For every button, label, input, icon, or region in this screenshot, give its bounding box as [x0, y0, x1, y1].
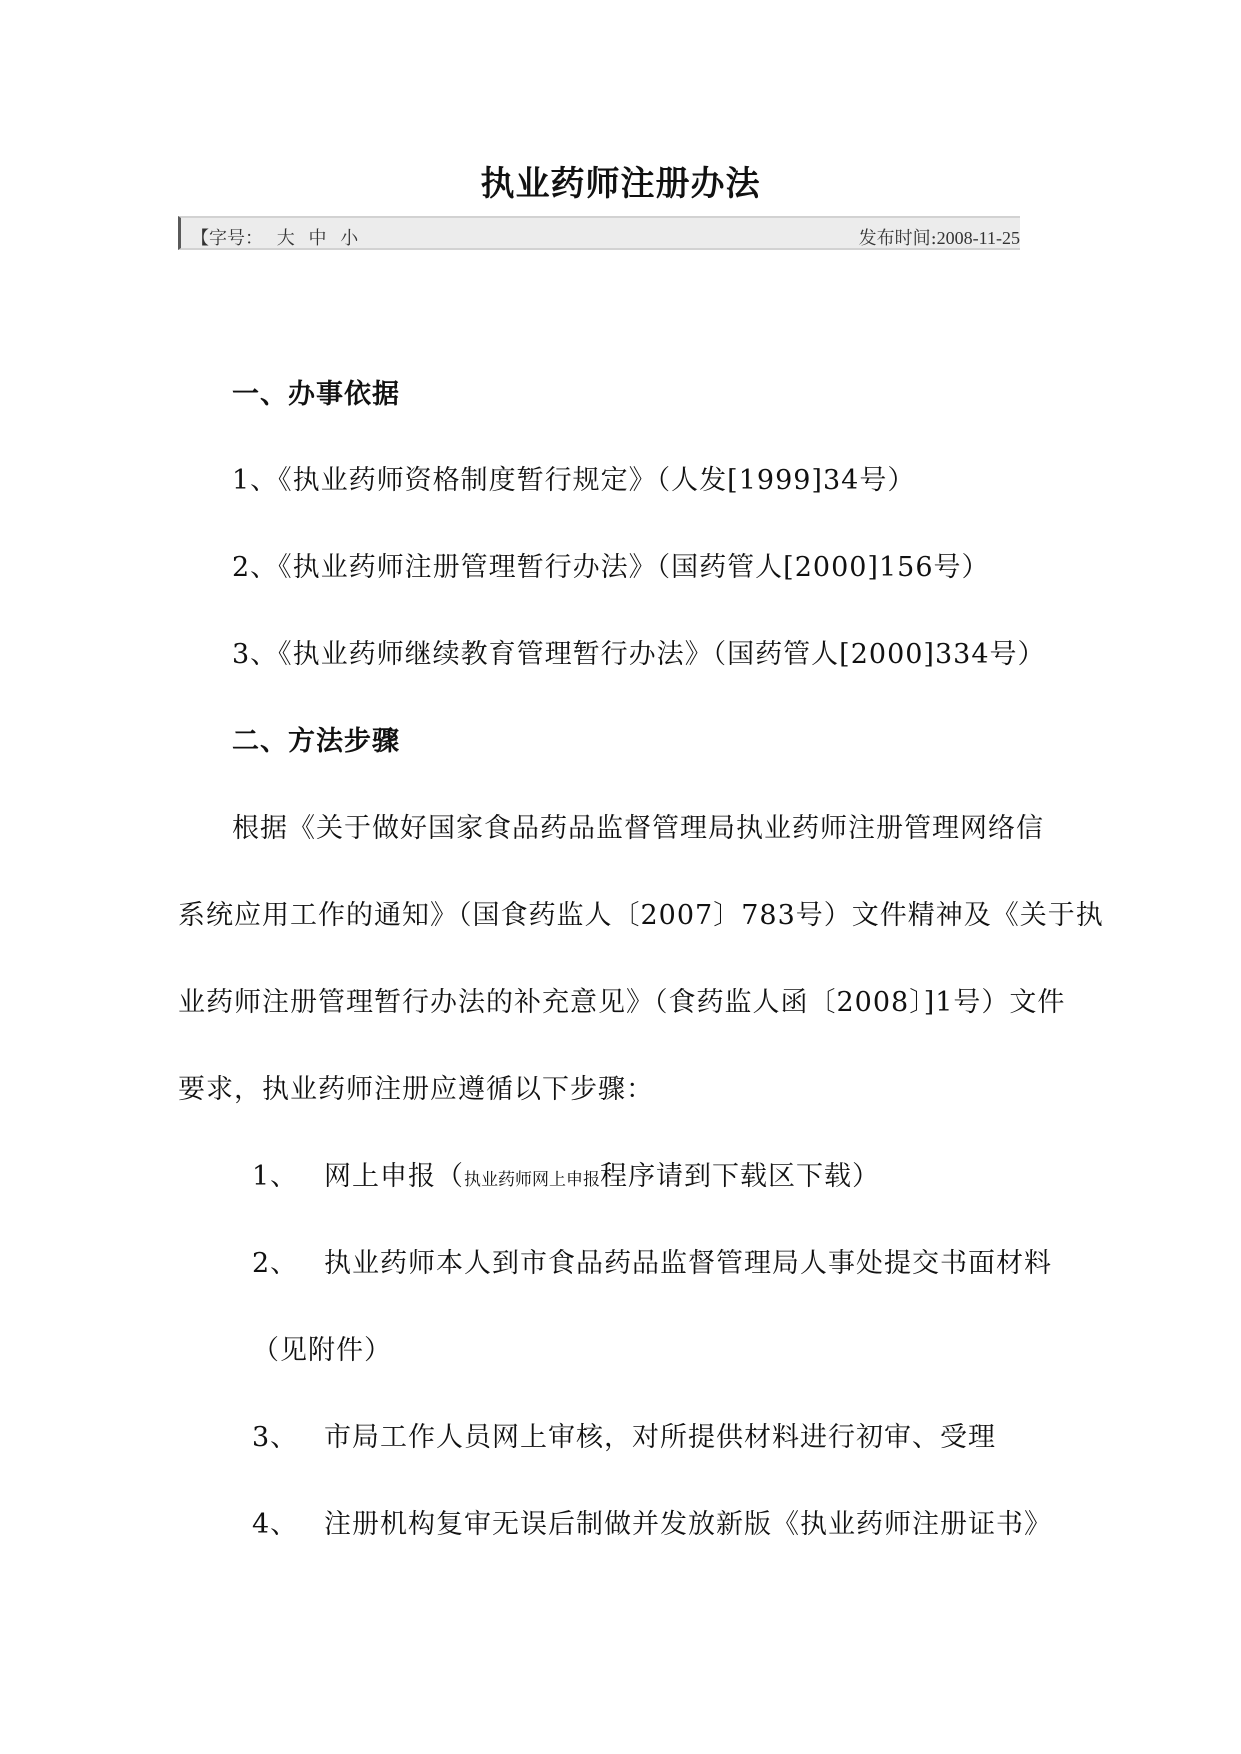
- section-heading-basis: 一、办事依据: [232, 379, 400, 410]
- paragraph-line-2: 系统应用工作的通知》（国食药监人〔2007〕783号）文件精神及《关于执: [178, 900, 1104, 931]
- download-program-name: 执业药师网上申报: [464, 1170, 600, 1190]
- step-number: 4、: [252, 1509, 299, 1540]
- publish-label: 发布时间:: [858, 228, 937, 249]
- step-text: 市局工作人员网上审核，对所提供材料进行初审、受理: [324, 1422, 996, 1453]
- step-number: 2、: [252, 1248, 299, 1279]
- paragraph-line-3: 业药师注册管理暂行办法的补充意见》（食药监人函〔2008〕]1号）文件: [178, 987, 1066, 1018]
- basis-item-1: 1、《执业药师资格制度暂行规定》（人发[1999]34号）: [232, 465, 916, 496]
- font-size-selector: [191, 224, 358, 250]
- step-text: 执业药师本人到市食品药品监督管理局人事处提交书面材料: [324, 1248, 1052, 1279]
- step-text-tail: 程序请到下载区下载）: [600, 1161, 880, 1192]
- paragraph-line-4: 要求，执业药师注册应遵循以下步骤：: [178, 1074, 654, 1105]
- step-number: 3、: [252, 1422, 299, 1453]
- page-title: 执业药师注册办法: [480, 164, 761, 204]
- step-item-3: [252, 1415, 996, 1454]
- step-text: 网上申报（: [324, 1161, 464, 1192]
- font-size-small-link[interactable]: 小: [340, 228, 359, 249]
- publish-date: 2008-11-25: [936, 228, 1020, 248]
- step-item-1: [252, 1154, 880, 1193]
- section-heading-steps: 二、方法步骤: [232, 726, 400, 757]
- basis-item-3: 3、《执业药师继续教育管理暂行办法》（国药管人[2000]334号）: [232, 639, 1046, 670]
- font-size-medium-link[interactable]: 中: [308, 228, 327, 249]
- publish-info: [859, 224, 1020, 250]
- paragraph-line-1: 根据《关于做好国家食品药品监督管理局执业药师注册管理网络信: [232, 813, 1044, 844]
- basis-item-2: 2、《执业药师注册管理暂行办法》（国药管人[2000]156号）: [232, 552, 990, 583]
- step-item-4: [252, 1502, 1052, 1541]
- step-item-2-continuation: （见附件）: [252, 1335, 392, 1366]
- font-size-label: 【字号：: [191, 228, 263, 249]
- font-size-large-link[interactable]: 大: [276, 228, 295, 249]
- step-text: 注册机构复审无误后制做并发放新版《执业药师注册证书》: [324, 1509, 1052, 1540]
- step-item-2: [252, 1241, 1052, 1280]
- step-number: 1、: [252, 1161, 299, 1192]
- article-info-bar: [178, 216, 1020, 250]
